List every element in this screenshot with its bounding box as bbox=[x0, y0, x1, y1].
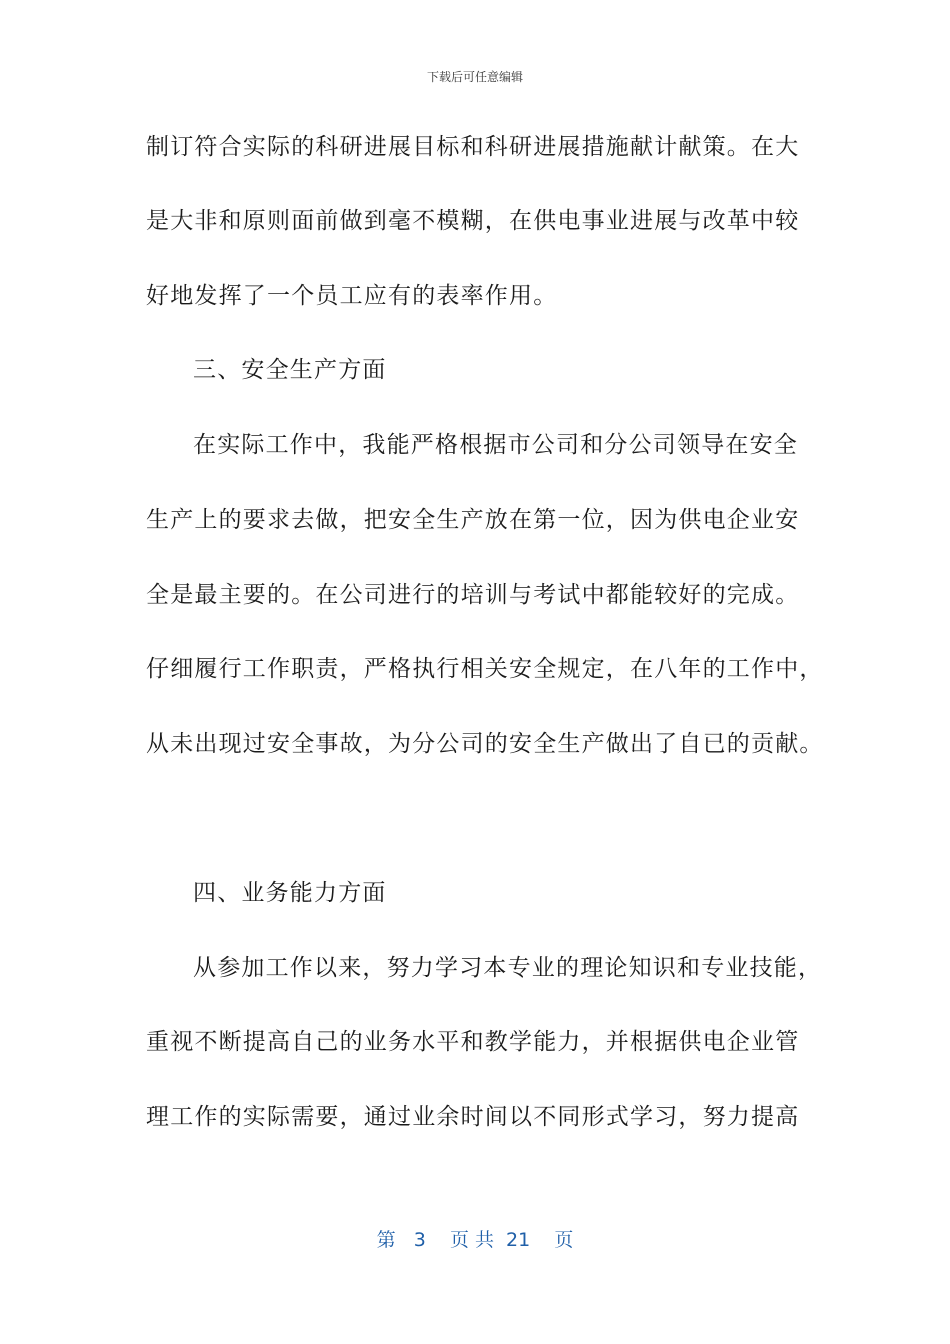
body-line: 制订符合实际的科研进展目标和科研进展措施献计献策。在大 bbox=[146, 134, 800, 160]
body-line: 是大非和原则面前做到毫不模糊，在供电事业进展与改革中较 bbox=[146, 208, 800, 234]
body-line: 从参加工作以来，努力学习本专业的理论知识和专业技能， bbox=[193, 955, 823, 981]
body-line: 理工作的实际需要，通过业余时间以不同形式学习，努力提高 bbox=[146, 1104, 800, 1130]
section-heading-business: 四、业务能力方面 bbox=[193, 880, 387, 906]
body-line: 好地发挥了一个员工应有的表率作用。 bbox=[146, 283, 558, 309]
header-note: 下载后可任意编辑 bbox=[426, 70, 523, 84]
body-line: 在实际工作中，我能严格根据市公司和分公司领导在安全 bbox=[193, 432, 798, 458]
page-number: 第 3 页 共 21 页 bbox=[376, 1229, 574, 1251]
body-line: 从未出现过安全事故，为分公司的安全生产做出了自已的贡献。 bbox=[146, 731, 824, 757]
section-heading-safety: 三、安全生产方面 bbox=[193, 357, 387, 383]
body-line: 生产上的要求去做，把安全生产放在第一位，因为供电企业安 bbox=[146, 507, 800, 533]
body-line: 仔细履行工作职责，严格执行相关安全规定，在八年的工作中， bbox=[146, 656, 824, 682]
body-line: 重视不断提高自己的业务水平和教学能力，并根据供电企业管 bbox=[146, 1029, 800, 1055]
body-line: 全是最主要的。在公司进行的培训与考试中都能较好的完成。 bbox=[146, 582, 800, 608]
